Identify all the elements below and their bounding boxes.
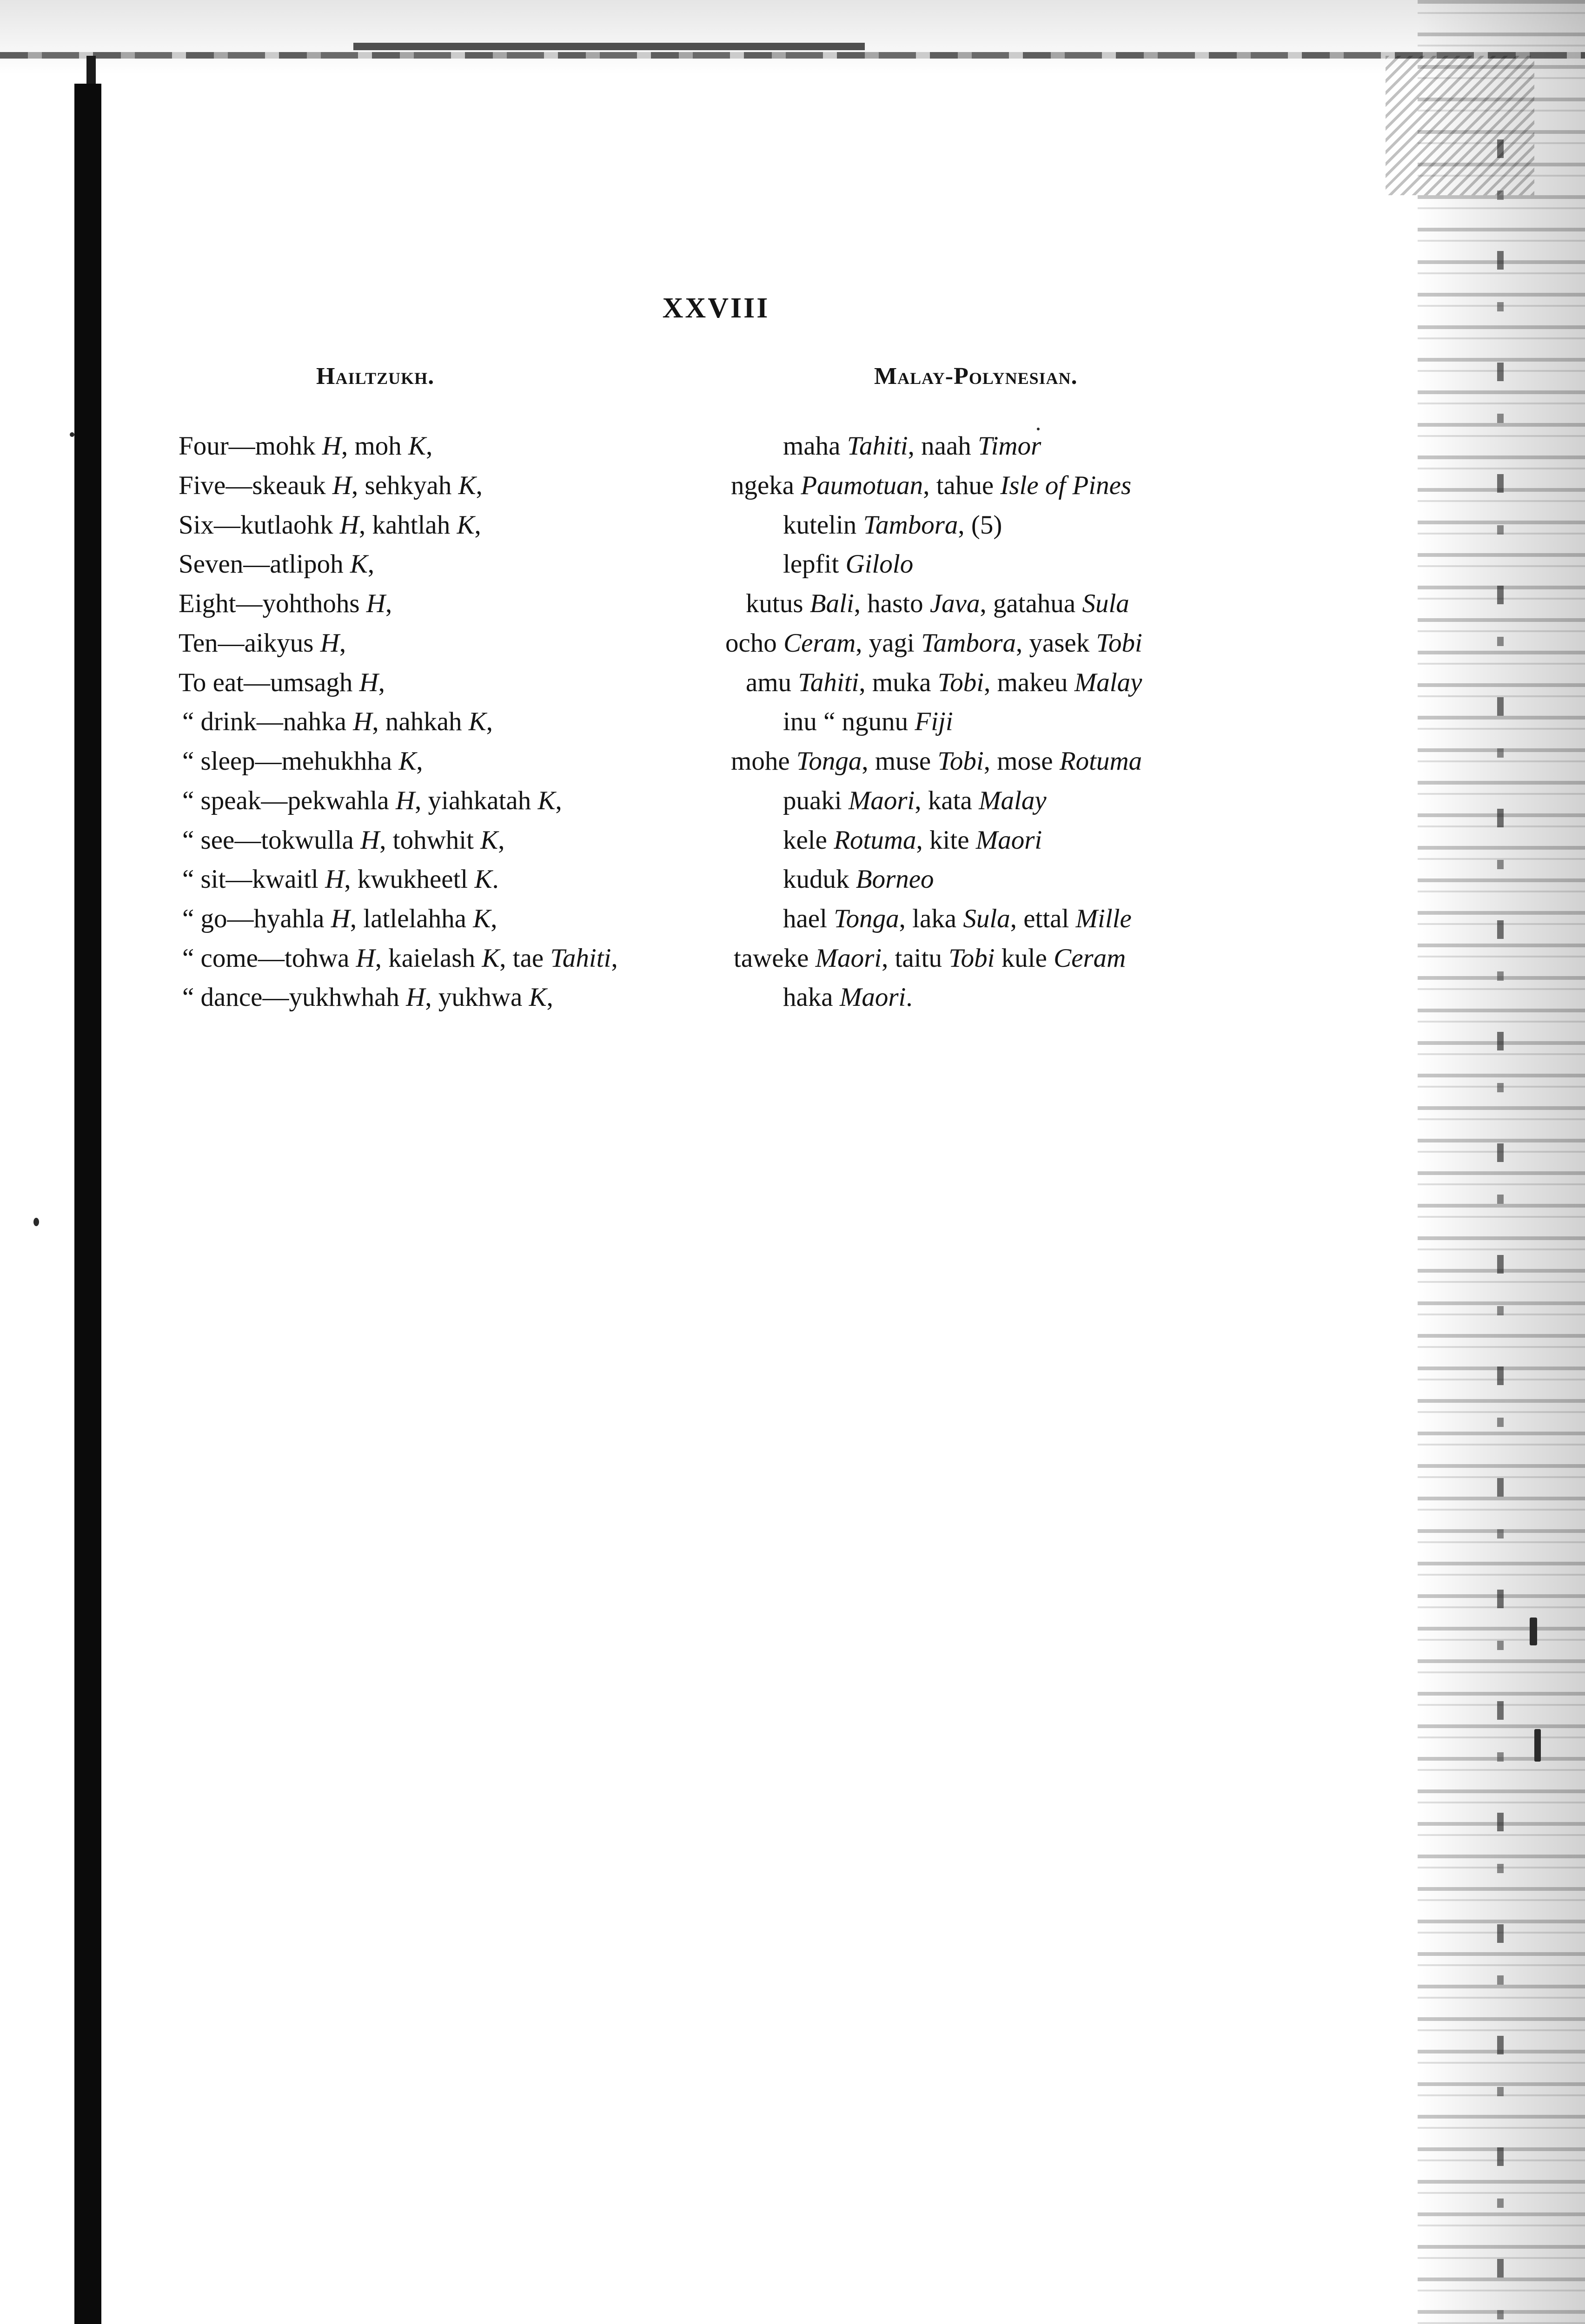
text-segment: Seven—atlipoh: [179, 549, 350, 579]
malay-polynesian-entry: [783, 978, 913, 1017]
text-segment: H: [325, 865, 345, 894]
hailtzukh-entry: [179, 624, 346, 663]
vocab-row: [0, 821, 1585, 860]
text-segment: Paumotuan: [801, 471, 923, 500]
text-segment: H: [339, 510, 359, 540]
text-segment: Sula: [963, 904, 1010, 933]
text-segment: , ettal: [1010, 904, 1076, 933]
hailtzukh-entry: [182, 821, 504, 860]
text-segment: Rotuma: [834, 825, 916, 855]
text-segment: , laka: [899, 904, 963, 933]
text-segment: Tambora: [921, 628, 1016, 658]
vocab-row: [0, 663, 1585, 702]
text-segment: , muse: [862, 746, 938, 776]
text-segment: ,: [476, 471, 483, 500]
text-segment: .: [492, 865, 499, 894]
vocab-row: [0, 781, 1585, 820]
text-segment: kule: [995, 944, 1054, 973]
text-segment: “ come—tohwa: [182, 944, 356, 973]
text-segment: “ speak—pekwahla: [182, 786, 396, 815]
text-segment: ,: [611, 944, 618, 973]
text-segment: , latlelahha: [350, 904, 473, 933]
text-segment: K: [457, 510, 475, 540]
text-segment: Isle of Pines: [1000, 471, 1132, 500]
text-segment: ocho: [725, 628, 784, 658]
text-segment: Maori: [975, 825, 1042, 855]
text-segment: “ go—hyahla: [182, 904, 331, 933]
vocab-row: [0, 427, 1585, 466]
text-segment: K: [398, 746, 417, 776]
hailtzukh-entry: [182, 860, 499, 899]
vocab-row: [0, 624, 1585, 663]
text-segment: Malay: [979, 786, 1047, 815]
text-segment: Six—kutlaohk: [179, 510, 340, 540]
hailtzukh-entry: [182, 939, 618, 978]
text-segment: Sula: [1082, 589, 1129, 618]
text-segment: , yukhwa: [425, 983, 529, 1012]
hailtzukh-entry: [182, 781, 562, 820]
text-segment: ,: [491, 904, 497, 933]
text-segment: Maori: [848, 786, 915, 815]
left-column-heading: Hailtzukh.: [316, 363, 435, 390]
text-segment: ,: [486, 707, 493, 736]
text-segment: Ten—aikyus: [179, 628, 320, 658]
text-segment: Tobi: [948, 944, 995, 973]
text-segment: taweke: [734, 944, 816, 973]
text-segment: kutus: [746, 589, 810, 618]
text-segment: Tobi: [937, 746, 984, 776]
vocab-row: [0, 860, 1585, 899]
vocab-row: [0, 584, 1585, 623]
text-segment: K: [473, 904, 491, 933]
hailtzukh-entry: [182, 702, 493, 741]
text-segment: H: [395, 786, 415, 815]
malay-polynesian-entry: [783, 427, 1041, 466]
text-segment: Fiji: [915, 707, 953, 736]
text-segment: maha: [783, 431, 847, 461]
text-segment: ,: [546, 983, 553, 1012]
text-segment: “ sleep—mehukhha: [182, 746, 399, 776]
text-segment: , yiahkatah: [415, 786, 538, 815]
text-segment: H: [331, 904, 350, 933]
vocab-row: [0, 466, 1585, 505]
text-segment: Mille: [1075, 904, 1132, 933]
text-segment: H: [356, 944, 375, 973]
text-segment: K: [458, 471, 476, 500]
text-segment: ,: [474, 510, 481, 540]
malay-polynesian-entry: [731, 466, 1131, 505]
vocab-row: [0, 545, 1585, 584]
text-segment: , nahkah: [372, 707, 469, 736]
malay-polynesian-entry: [746, 584, 1129, 623]
text-segment: , yagi: [856, 628, 922, 658]
vocab-row: [0, 939, 1585, 978]
text-segment: ,: [416, 746, 423, 776]
text-segment: ,: [555, 786, 562, 815]
text-segment: Ceram: [1054, 944, 1126, 973]
text-segment: , kahtlah: [358, 510, 457, 540]
text-segment: Borneo: [856, 865, 934, 894]
text-segment: , tohwhit: [379, 825, 481, 855]
text-segment: K: [529, 983, 547, 1012]
text-segment: H: [360, 825, 380, 855]
text-segment: , makeu: [984, 668, 1074, 697]
malay-polynesian-entry: [783, 506, 1002, 545]
text-segment: Four—mohk: [179, 431, 322, 461]
malay-polynesian-entry: [783, 899, 1132, 938]
text-segment: inu “ ngunu: [783, 707, 915, 736]
malay-polynesian-entry: [734, 939, 1126, 978]
text-segment: , gatahua: [980, 589, 1082, 618]
vocab-row: [0, 702, 1585, 741]
text-segment: Tahiti: [847, 431, 908, 461]
text-segment: K: [474, 865, 492, 894]
text-segment: amu: [746, 668, 798, 697]
text-segment: Timor: [978, 431, 1041, 461]
text-segment: , yasek: [1015, 628, 1096, 658]
text-segment: , naah: [908, 431, 978, 461]
text-segment: hael: [783, 904, 834, 933]
text-segment: Maori: [839, 983, 906, 1012]
text-segment: lepfit: [783, 549, 846, 579]
text-segment: To eat—umsagh: [179, 668, 359, 697]
text-segment: Tahiti: [550, 944, 611, 973]
page-number: XXVIII: [662, 292, 770, 324]
text-segment: puaki: [783, 786, 849, 815]
text-segment: “ dance—yukhwhah: [182, 983, 406, 1012]
malay-polynesian-entry: [783, 860, 934, 899]
text-segment: H: [406, 983, 425, 1012]
hailtzukh-entry: [182, 742, 423, 781]
text-segment: , kwukheetl: [344, 865, 475, 894]
text-segment: Tobi: [937, 668, 984, 697]
text-segment: ,: [426, 431, 433, 461]
text-segment: H: [366, 589, 385, 618]
text-segment: , muka: [859, 668, 938, 697]
text-segment: Bali: [809, 589, 854, 618]
text-segment: K: [482, 944, 500, 973]
text-segment: H: [353, 707, 372, 736]
hailtzukh-entry: [179, 506, 481, 545]
text-segment: Tahiti: [798, 668, 859, 697]
hailtzukh-entry: [179, 584, 392, 623]
text-segment: Maori: [815, 944, 882, 973]
hailtzukh-entry: [179, 663, 385, 702]
text-segment: H: [332, 471, 352, 500]
vocab-row: [0, 978, 1585, 1017]
text-segment: Eight—yohthohs: [179, 589, 366, 618]
text-segment: Malay: [1074, 668, 1142, 697]
malay-polynesian-entry: [783, 702, 953, 741]
malay-polynesian-entry: [746, 663, 1142, 702]
hailtzukh-entry: [179, 545, 374, 584]
hailtzukh-entry: [179, 427, 432, 466]
vocab-row: [0, 506, 1585, 545]
text-segment: “ drink—nahka: [182, 707, 353, 736]
text-segment: , (5): [958, 510, 1002, 540]
text-segment: ,: [378, 668, 385, 697]
text-segment: Java: [929, 589, 980, 618]
text-segment: kele: [783, 825, 834, 855]
text-segment: H: [322, 431, 341, 461]
text-segment: , kata: [915, 786, 979, 815]
vocab-row: [0, 742, 1585, 781]
hailtzukh-entry: [179, 466, 483, 505]
text-segment: H: [320, 628, 339, 658]
text-segment: kutelin: [783, 510, 863, 540]
text-segment: , sehkyah: [351, 471, 458, 500]
malay-polynesian-entry: [725, 624, 1142, 663]
right-column-heading: Malay-Polynesian.: [874, 363, 1078, 390]
text-segment: “ see—tokwulla: [182, 825, 361, 855]
malay-polynesian-entry: [783, 821, 1042, 860]
text-segment: , moh: [341, 431, 409, 461]
text-segment: , mose: [983, 746, 1060, 776]
malay-polynesian-entry: [783, 545, 913, 584]
text-segment: Gilolo: [845, 549, 914, 579]
text-segment: ,: [498, 825, 505, 855]
vocab-row: [0, 899, 1585, 938]
text-segment: ,: [385, 589, 392, 618]
hailtzukh-entry: [182, 978, 553, 1017]
text-segment: , kite: [916, 825, 976, 855]
text-segment: ngeka: [731, 471, 801, 500]
text-segment: Five—skeauk: [179, 471, 332, 500]
text-segment: “ sit—kwaitl: [182, 865, 325, 894]
text-segment: Rotuma: [1059, 746, 1142, 776]
text-segment: ,: [367, 549, 375, 579]
text-segment: K: [350, 549, 368, 579]
text-segment: , tae: [499, 944, 550, 973]
text-segment: .: [906, 983, 913, 1012]
text-segment: Ceram: [783, 628, 856, 658]
text-segment: K: [408, 431, 426, 461]
text-segment: , taitu: [882, 944, 949, 973]
text-segment: , hasto: [854, 589, 930, 618]
text-segment: K: [468, 707, 486, 736]
text-segment: , kaielash: [375, 944, 482, 973]
text-segment: mohe: [731, 746, 796, 776]
text-segment: K: [537, 786, 556, 815]
malay-polynesian-entry: [783, 781, 1047, 820]
text-segment: ,: [339, 628, 346, 658]
text-segment: Tonga: [834, 904, 899, 933]
text-segment: kuduk: [783, 865, 856, 894]
malay-polynesian-entry: [731, 742, 1142, 781]
text-segment: , tahue: [923, 471, 1001, 500]
text-segment: K: [480, 825, 498, 855]
text-segment: Tonga: [796, 746, 862, 776]
text-segment: Tobi: [1096, 628, 1142, 658]
text-segment: H: [359, 668, 378, 697]
text-segment: haka: [783, 983, 840, 1012]
text-segment: Tambora: [863, 510, 958, 540]
hailtzukh-entry: [182, 899, 497, 938]
